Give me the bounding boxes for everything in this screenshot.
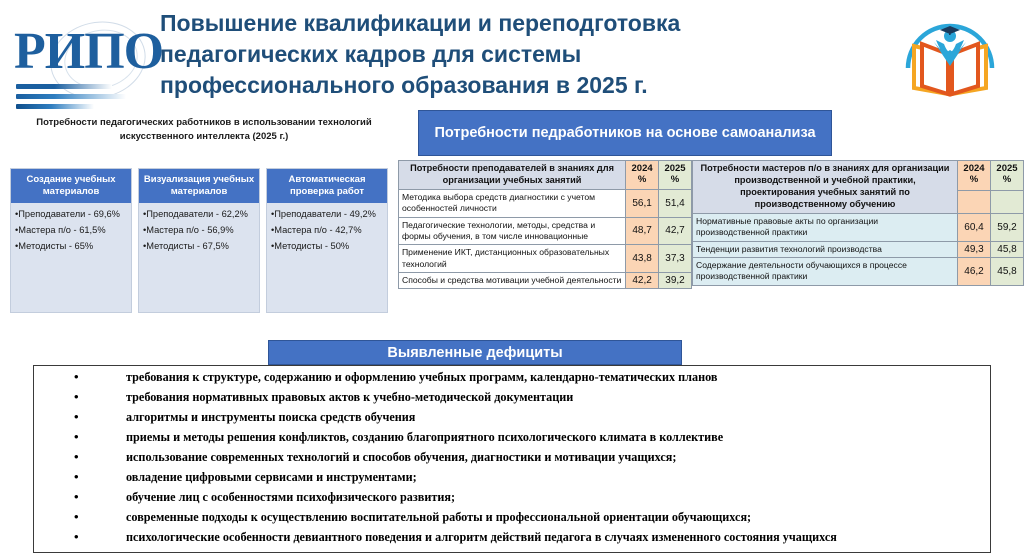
card-item: •Мастера п/о - 61,5% xyxy=(15,225,106,236)
card-item: •Преподаватели - 49,2% xyxy=(271,208,376,219)
row-value-2024: 49,3 xyxy=(958,241,991,257)
row-value-2024: 46,2 xyxy=(958,257,991,285)
table-row xyxy=(693,257,1024,285)
table-row xyxy=(693,241,1024,257)
ripo-bar-3 xyxy=(16,104,94,109)
table-row xyxy=(399,272,692,288)
deficits-list xyxy=(34,371,990,551)
header-2025-year: 2025 xyxy=(664,163,686,175)
header-2024-unit: % xyxy=(637,173,647,185)
page-title-line-2: педагогических кадров для системы xyxy=(160,41,582,68)
table-row xyxy=(399,189,692,217)
row-label: Содержание деятельности обучающихся в процессе производственной практики xyxy=(693,257,958,285)
masters-needs-table xyxy=(692,160,1024,286)
masters-needs-header: Потребности мастеров п/о в знаниях для организации производственной и учебной практики, проектирования учебных занятий по производственному обучению xyxy=(693,161,958,214)
row-value-2025: 51,4 xyxy=(659,189,692,217)
card-visualize-materials xyxy=(138,168,260,313)
row-value-2025: 37,3 xyxy=(659,245,692,273)
row-value-2025: 42,7 xyxy=(659,217,692,245)
list-item: • психологические особенности девиантного поведения и алгоритм действий педагога в случаях измененного состояния учащихся xyxy=(34,531,990,551)
header-2025-unit: % xyxy=(670,173,680,185)
list-item: • требования нормативных правовых актов к учебно-методической документации xyxy=(34,391,990,411)
card-body xyxy=(139,203,259,312)
ripo-bar-1 xyxy=(16,84,112,89)
card-body xyxy=(11,203,131,312)
spacer-2024 xyxy=(958,190,991,213)
card-item: •Мастера п/о - 42,7% xyxy=(271,225,362,236)
table-header-row xyxy=(693,161,1024,191)
ripo-logo xyxy=(12,8,164,112)
row-value-2024: 42,2 xyxy=(626,272,659,288)
page-title xyxy=(160,8,760,101)
ai-needs-subtitle: Потребности педагогических работников в использовании технологий искусственного интеллекта (2025 г.) xyxy=(36,117,372,142)
header-2024-year: 2024 xyxy=(631,163,653,175)
list-item: • приемы и методы решения конфликтов, созданию благоприятного психологического климата в коллективе xyxy=(34,431,990,451)
deficits-banner: Выявленные дефициты xyxy=(268,340,682,365)
row-value-2024: 60,4 xyxy=(958,213,991,241)
header-2025-year: 2025 xyxy=(996,163,1018,175)
card-item: •Мастера п/о - 56,9% xyxy=(143,225,234,236)
teachers-needs-table xyxy=(398,160,692,289)
page-title-line-3: профессионального образования в 2025 г. xyxy=(160,72,648,99)
table-header-row xyxy=(399,161,692,190)
card-title: Автоматическая проверка работ xyxy=(267,169,387,203)
list-item: • алгоритмы и инструменты поиска средств обучения xyxy=(34,411,990,431)
card-title: Визуализация учебных материалов xyxy=(139,169,259,203)
ripo-wordmark: РИПО xyxy=(14,23,164,80)
deficits-box xyxy=(33,365,991,553)
row-label: Способы и средства мотивации учебной деятельности xyxy=(399,272,626,288)
header-2024 xyxy=(626,161,659,190)
row-label: Применение ИКТ, дистанционных образовательных технологий xyxy=(399,245,626,273)
header-2025 xyxy=(991,161,1024,191)
ripo-bar-2 xyxy=(16,94,126,99)
card-item: •Методисты - 65% xyxy=(15,241,94,252)
row-label: Нормативные правовые акты по организации производственной практики xyxy=(693,213,958,241)
table-row xyxy=(693,213,1024,241)
list-item: • современные подходы к осуществлению воспитательной работы и профессиональной ориентации обучающихся; xyxy=(34,511,990,531)
row-value-2025: 39,2 xyxy=(659,272,692,288)
row-value-2025: 59,2 xyxy=(991,213,1024,241)
self-analysis-banner: Потребности педработников на основе самоанализа xyxy=(418,110,832,156)
card-item: •Методисты - 50% xyxy=(271,241,350,252)
row-value-2025: 45,8 xyxy=(991,257,1024,285)
list-item: • требования к структуре, содержанию и оформлению учебных программ, календарно-тематических планов xyxy=(34,371,990,391)
list-item: • обучение лиц с особенностями психофизического развития; xyxy=(34,491,990,511)
book-graduate-logo-icon xyxy=(898,10,1002,100)
teachers-needs-header: Потребности преподавателей в знаниях для организации учебных занятий xyxy=(399,161,626,190)
row-label: Методика выбора средств диагностики с учетом особенностей личности xyxy=(399,189,626,217)
card-create-materials xyxy=(10,168,132,313)
spacer-2025 xyxy=(991,190,1024,213)
table-row xyxy=(399,217,692,245)
card-auto-check xyxy=(266,168,388,313)
list-item: • овладение цифровыми сервисами и инструментами; xyxy=(34,471,990,491)
card-title: Создание учебных материалов xyxy=(11,169,131,203)
card-item: •Преподаватели - 62,2% xyxy=(143,208,248,219)
row-value-2024: 56,1 xyxy=(626,189,659,217)
row-label: Педагогические технологии, методы, средства и формы обучения, в том числе инновационные xyxy=(399,217,626,245)
row-value-2024: 48,7 xyxy=(626,217,659,245)
row-label: Тенденции развития технологий производства xyxy=(693,241,958,257)
header-2024-unit: % xyxy=(969,174,979,186)
list-item: • использование современных технологий и способов обучения, диагностики и мотивации учащихся; xyxy=(34,451,990,471)
card-body xyxy=(267,203,387,312)
header-2025 xyxy=(659,161,692,190)
header-2025-unit: % xyxy=(1002,174,1012,186)
row-value-2025: 45,8 xyxy=(991,241,1024,257)
card-item: •Преподаватели - 69,6% xyxy=(15,208,120,219)
page-title-line-1: Повышение квалификации и переподготовка xyxy=(160,10,681,36)
table-row xyxy=(399,245,692,273)
row-value-2024: 43,8 xyxy=(626,245,659,273)
ai-usage-cards xyxy=(10,168,392,313)
slide-header xyxy=(0,0,1024,110)
header-2024 xyxy=(958,161,991,191)
card-item: •Методисты - 67,5% xyxy=(143,241,229,252)
header-2024-year: 2024 xyxy=(963,163,985,175)
